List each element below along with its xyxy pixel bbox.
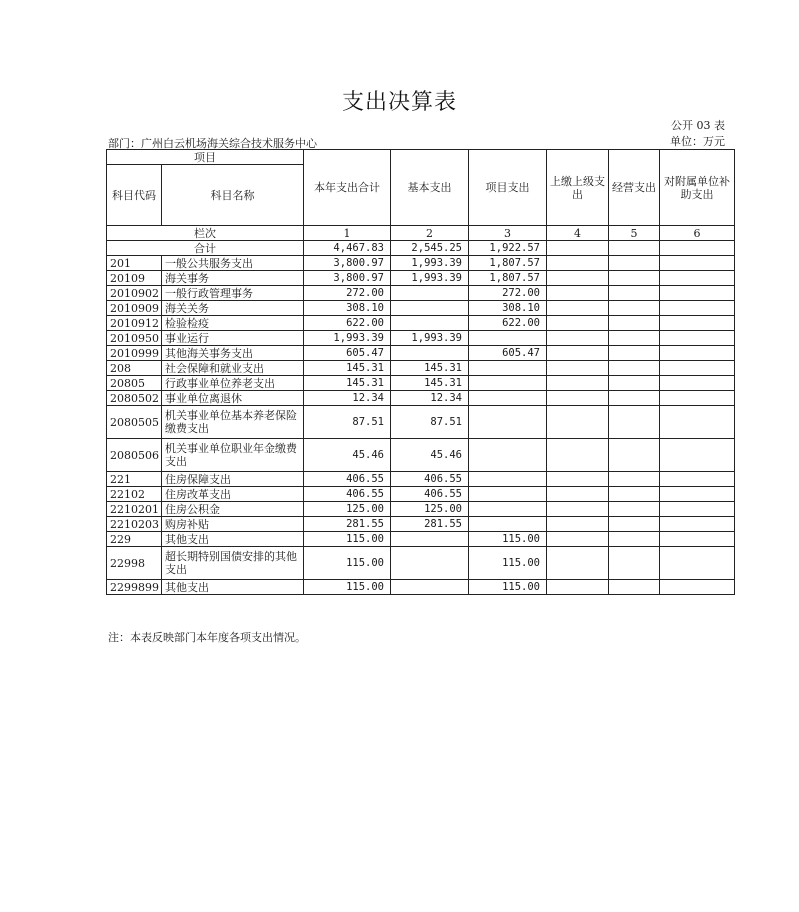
row-upper xyxy=(547,301,609,316)
column-index-label: 栏次 xyxy=(107,226,304,241)
row-subsidy xyxy=(660,547,735,580)
row-basic: 12.34 xyxy=(391,391,469,406)
row-code: 22998 xyxy=(107,547,162,580)
row-business xyxy=(609,256,660,271)
row-business xyxy=(609,502,660,517)
row-name: 机关事业单位职业年金缴费支出 xyxy=(162,439,304,472)
row-upper xyxy=(547,256,609,271)
header-subsidy: 对附属单位补助支出 xyxy=(660,150,735,226)
row-code: 2299899 xyxy=(107,580,162,595)
row-upper xyxy=(547,487,609,502)
row-project: 605.47 xyxy=(469,346,547,361)
row-subsidy xyxy=(660,331,735,346)
row-subsidy xyxy=(660,439,735,472)
row-subsidy xyxy=(660,487,735,502)
row-subsidy xyxy=(660,532,735,547)
table-row xyxy=(107,256,735,271)
row-total: 12.34 xyxy=(304,391,391,406)
row-subsidy xyxy=(660,256,735,271)
row-basic xyxy=(391,346,469,361)
row-project: 1,807.57 xyxy=(469,256,547,271)
row-code: 2080506 xyxy=(107,439,162,472)
column-index-5: 5 xyxy=(609,226,660,241)
row-business xyxy=(609,316,660,331)
row-total: 115.00 xyxy=(304,532,391,547)
total-row-total: 4,467.83 xyxy=(304,241,391,256)
row-business xyxy=(609,391,660,406)
row-code: 221 xyxy=(107,472,162,487)
row-upper xyxy=(547,517,609,532)
table-row xyxy=(107,406,735,439)
table-row xyxy=(107,316,735,331)
row-business xyxy=(609,517,660,532)
row-basic: 145.31 xyxy=(391,361,469,376)
row-name: 购房补贴 xyxy=(162,517,304,532)
row-business xyxy=(609,286,660,301)
row-project xyxy=(469,472,547,487)
row-project: 115.00 xyxy=(469,580,547,595)
column-index-3: 3 xyxy=(469,226,547,241)
row-basic: 1,993.39 xyxy=(391,331,469,346)
row-basic: 87.51 xyxy=(391,406,469,439)
table-row xyxy=(107,580,735,595)
row-total: 406.55 xyxy=(304,472,391,487)
row-total: 145.31 xyxy=(304,361,391,376)
row-subsidy xyxy=(660,286,735,301)
row-name: 机关事业单位基本养老保险缴费支出 xyxy=(162,406,304,439)
row-name: 住房保障支出 xyxy=(162,472,304,487)
header-upper: 上缴上级支出 xyxy=(547,150,609,226)
row-code: 229 xyxy=(107,532,162,547)
row-subsidy xyxy=(660,406,735,439)
header-name: 科目名称 xyxy=(162,165,304,226)
row-code: 20805 xyxy=(107,376,162,391)
table-row xyxy=(107,547,735,580)
table-row xyxy=(107,472,735,487)
row-name: 海关关务 xyxy=(162,301,304,316)
row-upper xyxy=(547,346,609,361)
row-basic xyxy=(391,301,469,316)
row-project xyxy=(469,439,547,472)
row-upper xyxy=(547,271,609,286)
footnote: 注：本表反映部门本年度各项支出情况。 xyxy=(108,631,306,644)
table-row xyxy=(107,301,735,316)
header-project: 项目支出 xyxy=(469,150,547,226)
row-basic: 125.00 xyxy=(391,502,469,517)
row-basic: 1,993.39 xyxy=(391,271,469,286)
row-total: 45.46 xyxy=(304,439,391,472)
row-project: 308.10 xyxy=(469,301,547,316)
row-basic xyxy=(391,316,469,331)
row-subsidy xyxy=(660,517,735,532)
column-index-6: 6 xyxy=(660,226,735,241)
row-total: 3,800.97 xyxy=(304,271,391,286)
row-upper xyxy=(547,331,609,346)
row-total: 145.31 xyxy=(304,376,391,391)
row-code: 208 xyxy=(107,361,162,376)
row-upper xyxy=(547,316,609,331)
row-total: 115.00 xyxy=(304,580,391,595)
row-total: 605.47 xyxy=(304,346,391,361)
row-basic xyxy=(391,547,469,580)
row-name: 社会保障和就业支出 xyxy=(162,361,304,376)
row-total: 406.55 xyxy=(304,487,391,502)
row-subsidy xyxy=(660,391,735,406)
department-label: 部门：广州白云机场海关综合技术服务中心 xyxy=(108,137,317,150)
row-basic xyxy=(391,532,469,547)
row-code: 201 xyxy=(107,256,162,271)
row-total: 622.00 xyxy=(304,316,391,331)
table-row xyxy=(107,487,735,502)
row-basic xyxy=(391,286,469,301)
row-upper xyxy=(547,580,609,595)
row-business xyxy=(609,439,660,472)
header-item-group: 项目 xyxy=(107,150,304,165)
table-row xyxy=(107,361,735,376)
row-basic: 1,993.39 xyxy=(391,256,469,271)
row-project xyxy=(469,391,547,406)
row-project xyxy=(469,502,547,517)
row-name: 事业运行 xyxy=(162,331,304,346)
row-upper xyxy=(547,439,609,472)
row-business xyxy=(609,361,660,376)
row-subsidy xyxy=(660,316,735,331)
row-basic: 145.31 xyxy=(391,376,469,391)
total-row-upper xyxy=(547,241,609,256)
row-project: 115.00 xyxy=(469,547,547,580)
total-row-basic: 2,545.25 xyxy=(391,241,469,256)
column-index-4: 4 xyxy=(547,226,609,241)
row-upper xyxy=(547,502,609,517)
row-subsidy xyxy=(660,502,735,517)
row-total: 272.00 xyxy=(304,286,391,301)
row-project xyxy=(469,361,547,376)
row-code: 22102 xyxy=(107,487,162,502)
total-row-subsidy xyxy=(660,241,735,256)
row-name: 超长期特别国债安排的其他支出 xyxy=(162,547,304,580)
row-total: 308.10 xyxy=(304,301,391,316)
row-name: 行政事业单位养老支出 xyxy=(162,376,304,391)
table-row xyxy=(107,439,735,472)
row-code: 2080505 xyxy=(107,406,162,439)
table-row xyxy=(107,517,735,532)
row-code: 2210201 xyxy=(107,502,162,517)
row-business xyxy=(609,472,660,487)
row-code: 2010912 xyxy=(107,316,162,331)
row-business xyxy=(609,547,660,580)
row-name: 其他支出 xyxy=(162,532,304,547)
header-basic: 基本支出 xyxy=(391,150,469,226)
table-row xyxy=(107,331,735,346)
row-subsidy xyxy=(660,346,735,361)
table-row xyxy=(107,346,735,361)
header-business: 经营支出 xyxy=(609,150,660,226)
row-business xyxy=(609,487,660,502)
table-row xyxy=(107,502,735,517)
row-subsidy xyxy=(660,580,735,595)
total-row-business xyxy=(609,241,660,256)
row-subsidy xyxy=(660,472,735,487)
row-project: 622.00 xyxy=(469,316,547,331)
row-basic: 406.55 xyxy=(391,472,469,487)
row-project: 115.00 xyxy=(469,532,547,547)
row-name: 事业单位离退休 xyxy=(162,391,304,406)
row-code: 2080502 xyxy=(107,391,162,406)
form-code: 公开 03 表 xyxy=(671,119,725,132)
row-subsidy xyxy=(660,376,735,391)
row-subsidy xyxy=(660,301,735,316)
row-upper xyxy=(547,472,609,487)
row-project: 272.00 xyxy=(469,286,547,301)
table-body xyxy=(107,256,735,595)
row-business xyxy=(609,532,660,547)
row-project: 1,807.57 xyxy=(469,271,547,286)
row-name: 其他海关事务支出 xyxy=(162,346,304,361)
row-code: 2010909 xyxy=(107,301,162,316)
row-basic: 45.46 xyxy=(391,439,469,472)
row-code: 20109 xyxy=(107,271,162,286)
row-name: 住房改革支出 xyxy=(162,487,304,502)
table-row xyxy=(107,376,735,391)
row-total: 1,993.39 xyxy=(304,331,391,346)
row-total: 115.00 xyxy=(304,547,391,580)
row-name: 其他支出 xyxy=(162,580,304,595)
header-total: 本年支出合计 xyxy=(304,150,391,226)
expenditure-table xyxy=(106,149,735,595)
row-upper xyxy=(547,391,609,406)
row-project xyxy=(469,376,547,391)
row-name: 海关事务 xyxy=(162,271,304,286)
row-code: 2010999 xyxy=(107,346,162,361)
row-business xyxy=(609,301,660,316)
row-business xyxy=(609,406,660,439)
row-upper xyxy=(547,376,609,391)
row-upper xyxy=(547,532,609,547)
table-row xyxy=(107,532,735,547)
row-name: 检验检疫 xyxy=(162,316,304,331)
row-project xyxy=(469,517,547,532)
row-total: 125.00 xyxy=(304,502,391,517)
row-business xyxy=(609,376,660,391)
table-row xyxy=(107,271,735,286)
header-code: 科目代码 xyxy=(107,165,162,226)
row-business xyxy=(609,580,660,595)
row-upper xyxy=(547,286,609,301)
unit-label: 单位：万元 xyxy=(670,135,725,148)
row-code: 2210203 xyxy=(107,517,162,532)
row-basic xyxy=(391,580,469,595)
row-business xyxy=(609,271,660,286)
row-name: 一般公共服务支出 xyxy=(162,256,304,271)
row-project xyxy=(469,406,547,439)
row-project xyxy=(469,331,547,346)
column-index-2: 2 xyxy=(391,226,469,241)
row-name: 一般行政管理事务 xyxy=(162,286,304,301)
table-row xyxy=(107,391,735,406)
row-subsidy xyxy=(660,271,735,286)
row-total: 281.55 xyxy=(304,517,391,532)
column-index-1: 1 xyxy=(304,226,391,241)
page-title: 支出决算表 xyxy=(341,90,457,115)
row-total: 3,800.97 xyxy=(304,256,391,271)
row-code: 2010902 xyxy=(107,286,162,301)
row-name: 住房公积金 xyxy=(162,502,304,517)
table-row xyxy=(107,286,735,301)
row-basic: 406.55 xyxy=(391,487,469,502)
total-row-label: 合计 xyxy=(107,241,304,256)
row-project xyxy=(469,487,547,502)
row-total: 87.51 xyxy=(304,406,391,439)
row-business xyxy=(609,331,660,346)
row-basic: 281.55 xyxy=(391,517,469,532)
row-upper xyxy=(547,547,609,580)
row-business xyxy=(609,346,660,361)
row-subsidy xyxy=(660,361,735,376)
row-code: 2010950 xyxy=(107,331,162,346)
row-upper xyxy=(547,361,609,376)
total-row-project: 1,922.57 xyxy=(469,241,547,256)
row-upper xyxy=(547,406,609,439)
